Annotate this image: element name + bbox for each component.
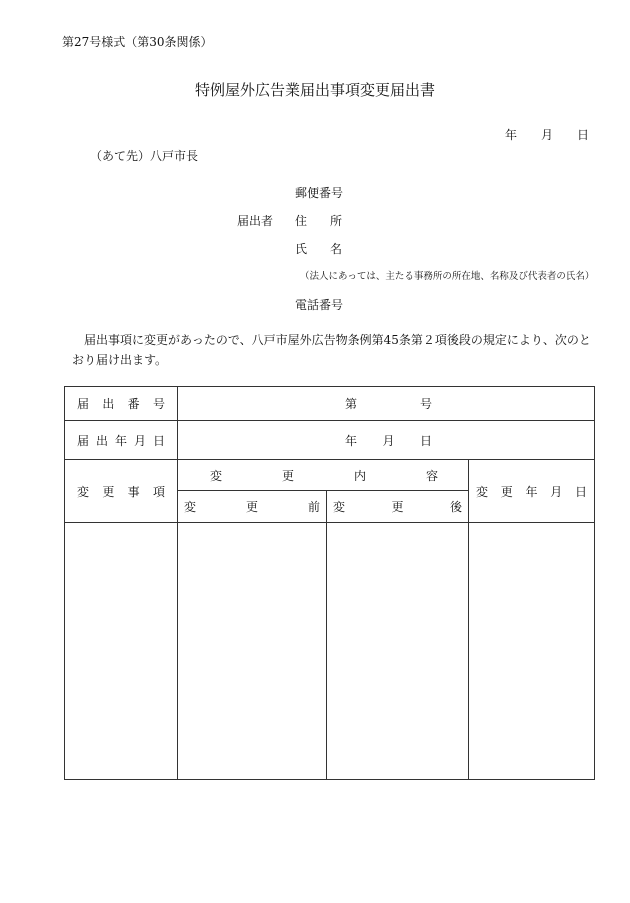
char: 更 (102, 484, 115, 499)
char: 項 (152, 484, 165, 499)
form-number: 第27号様式（第30条関係） (62, 35, 213, 49)
value-notification-date[interactable] (178, 421, 595, 460)
char: 更 (500, 484, 513, 499)
row-notification-number (65, 387, 595, 421)
address-label-1: 住 (295, 214, 308, 228)
date-day: 日 (577, 128, 590, 142)
date-month: 月 (382, 433, 395, 448)
char: 番 (127, 397, 140, 411)
header-change-date (469, 460, 595, 523)
row-header-top (65, 460, 595, 491)
page-title: 特例屋外広告業届出事項変更届出書 (194, 81, 435, 99)
date-year: 年 (345, 433, 358, 448)
char: 更 (281, 468, 294, 483)
char: 前 (307, 500, 320, 514)
char: 日 (152, 433, 165, 448)
date-month: 月 (541, 128, 554, 142)
addressee: （あて先）八戸市長 (90, 149, 199, 163)
entry-after[interactable] (327, 523, 469, 780)
name-label-1: 氏 (295, 242, 308, 256)
char: 年 (114, 433, 127, 448)
notifier-label: 届出者 (237, 214, 274, 228)
char: 変 (77, 484, 90, 499)
char: 届 (77, 433, 90, 448)
char: 変 (333, 500, 346, 514)
header-change-content (178, 460, 469, 491)
date-day: 日 (420, 433, 433, 448)
header-after (327, 491, 469, 523)
header-change-item (65, 460, 178, 523)
header-before (178, 491, 327, 523)
entry-before[interactable] (178, 523, 327, 780)
char: 後 (449, 500, 462, 514)
date-year: 年 (505, 128, 518, 142)
postal-code-label: 郵便番号 (295, 186, 344, 200)
char: 年 (525, 484, 538, 499)
char: 更 (391, 500, 404, 514)
number-prefix: 第 (345, 397, 358, 411)
char: 出 (95, 433, 108, 448)
body-text: 届出事項に変更があったので、八戸市屋外広告物条例第45条第２項後段の規定により、次のとおり届け出ます。 (72, 333, 591, 367)
entry-change-date[interactable] (469, 523, 595, 780)
char: 内 (353, 468, 366, 483)
value-notification-number[interactable] (178, 387, 595, 421)
char: 日 (575, 484, 588, 499)
char: 変 (184, 500, 197, 514)
char: 変 (476, 484, 489, 499)
label-notification-number (65, 387, 178, 421)
char: 届 (77, 397, 90, 411)
entry-change-item[interactable] (65, 523, 178, 780)
phone-label: 電話番号 (295, 298, 344, 312)
char: 月 (133, 433, 146, 448)
char: 月 (550, 484, 563, 499)
char: 事 (127, 484, 140, 499)
char: 容 (425, 468, 438, 483)
char: 変 (210, 468, 223, 483)
char: 号 (152, 397, 165, 411)
notification-table (64, 386, 595, 780)
label-notification-date (65, 421, 178, 460)
name-label-2: 名 (330, 242, 343, 256)
char: 更 (245, 500, 258, 514)
number-suffix: 号 (420, 397, 433, 411)
address-label-2: 所 (330, 214, 343, 228)
corporate-note: （法人にあっては、主たる事務所の所在地、名称及び代表者の氏名） (300, 271, 595, 282)
row-notification-date (65, 421, 595, 460)
row-entry (65, 523, 595, 780)
char: 出 (102, 397, 115, 411)
